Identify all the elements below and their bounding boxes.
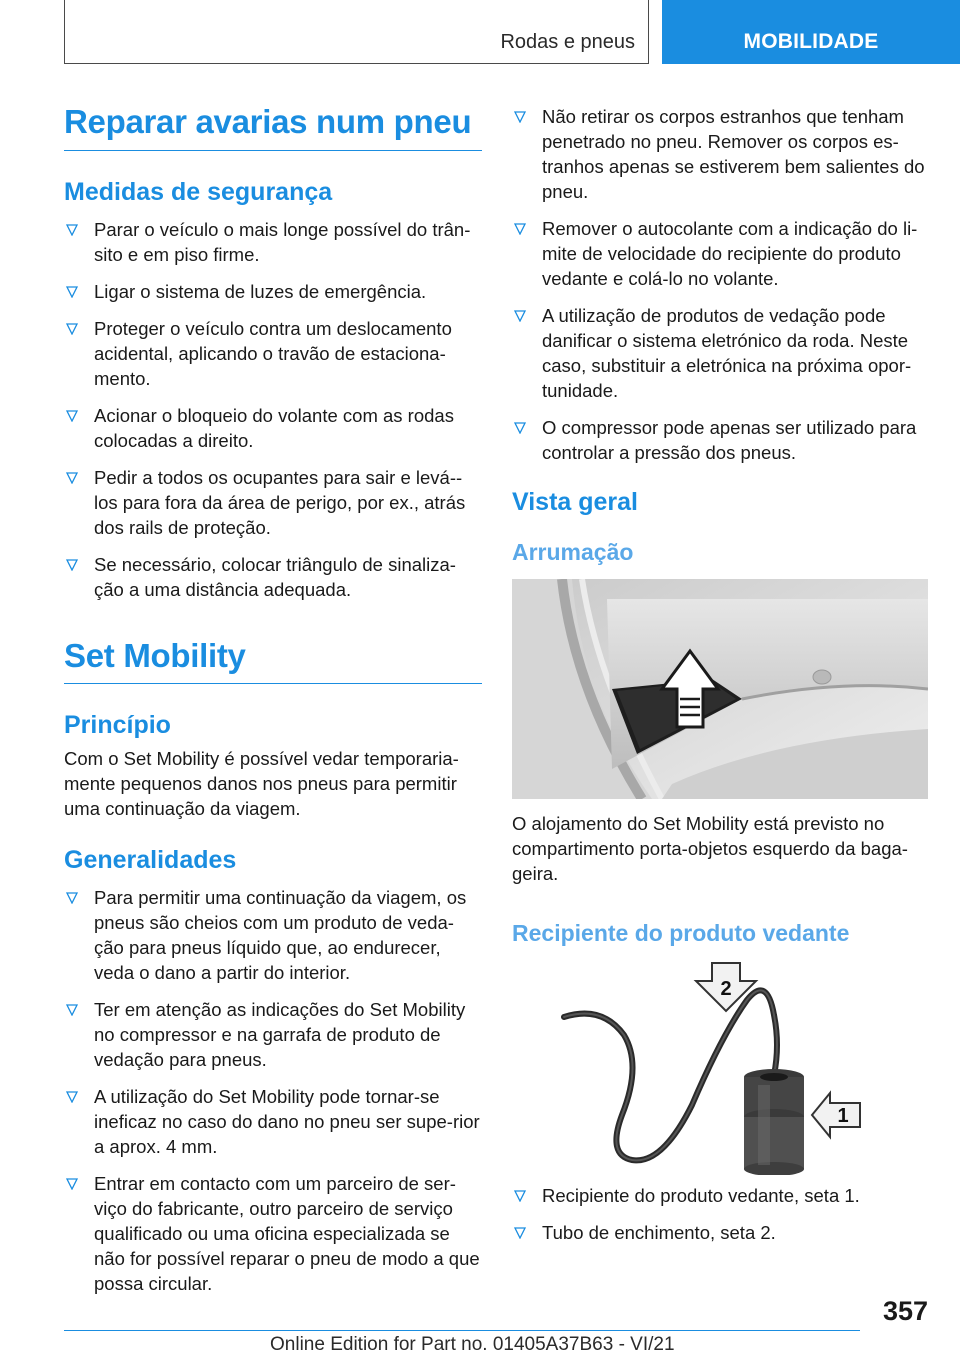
safety-list bbox=[64, 217, 482, 602]
triangle-bullet-icon bbox=[514, 310, 526, 322]
list-item: Remover o autocolante com a indicação do li-mite de velocidade do recipiente do produto vedante e colá-lo no volante. bbox=[512, 216, 930, 291]
list-item: Não retirar os corpos estranhos que tenham penetrado no pneu. Remover os corpos es-tranhos apenas se estiverem bem salientes do pneu. bbox=[512, 104, 930, 204]
heading-rule bbox=[64, 150, 482, 151]
list-item: Ligar o sistema de luzes de emergência. bbox=[64, 279, 482, 304]
triangle-bullet-icon bbox=[66, 472, 78, 484]
chapter-tab: MOBILIDADE bbox=[662, 0, 960, 64]
sealant-illustration bbox=[512, 955, 928, 1175]
left-column bbox=[64, 96, 482, 1308]
footer-rule bbox=[64, 1330, 860, 1331]
triangle-bullet-icon bbox=[66, 286, 78, 298]
heading-general: Generalidades bbox=[64, 846, 237, 875]
triangle-bullet-icon bbox=[514, 111, 526, 123]
triangle-bullet-icon bbox=[66, 1178, 78, 1190]
triangle-bullet-icon bbox=[66, 224, 78, 236]
storage-text: O alojamento do Set Mobility está previsto no compartimento porta-objetos esquerdo da baga-geira. bbox=[512, 812, 908, 884]
triangle-bullet-icon bbox=[66, 892, 78, 904]
heading-storage: Arrumação bbox=[512, 539, 634, 565]
list-item: Entrar em contacto com um parceiro de ser-viço do fabricante, outro parceiro de serviço qualificado ou uma oficina especializada se não for possível reparar o pneu de modo a que possa circular. bbox=[64, 1171, 482, 1296]
triangle-bullet-icon bbox=[514, 422, 526, 434]
page-number: 357 bbox=[882, 1296, 928, 1326]
heading-overview: Vista geral bbox=[512, 488, 639, 516]
principle-text: Com o Set Mobility é possível vedar temporaria-mente pequenos danos nos pneus para permitir uma continuação da viagem. bbox=[64, 748, 459, 820]
list-item: A utilização do Set Mobility pode tornar-se ineficaz no caso do dano no pneu ser supe-rior a aprox. 4 mm. bbox=[64, 1084, 482, 1159]
list-item: Acionar o bloqueio do volante com as rodas colocadas a direito. bbox=[64, 403, 482, 453]
list-item: Tubo de enchimento, seta 2. bbox=[512, 1220, 930, 1245]
triangle-bullet-icon bbox=[66, 559, 78, 571]
callout-arrow-1-icon bbox=[812, 1093, 860, 1137]
triangle-bullet-icon bbox=[66, 410, 78, 422]
heading-safety: Medidas de segurança bbox=[64, 177, 333, 206]
trunk-compartment-image bbox=[512, 579, 928, 799]
list-item: Pedir a todos os ocupantes para sair e levá--los para fora da área de perigo, por ex., atrás dos rails de proteção. bbox=[64, 465, 482, 540]
sealant-container-image bbox=[512, 955, 928, 1175]
list-item: Se necessário, colocar triângulo de sinaliza-ção a uma distância adequada. bbox=[64, 552, 482, 602]
trunk-illustration bbox=[512, 579, 928, 799]
continued-list bbox=[512, 104, 930, 465]
list-item: Ter em atenção as indicações do Set Mobility no compressor e na garrafa de produto de vedação para pneus. bbox=[64, 997, 482, 1072]
general-list bbox=[64, 885, 482, 1296]
list-item: Parar o veículo o mais longe possível do trân-sito e em piso firme. bbox=[64, 217, 482, 267]
list-item: O compressor pode apenas ser utilizado para controlar a pressão dos pneus. bbox=[512, 415, 930, 465]
triangle-bullet-icon bbox=[66, 323, 78, 335]
list-item: Proteger o veículo contra um deslocamento acidental, aplicando o travão de estaciona-mento. bbox=[64, 316, 482, 391]
heading-rule bbox=[64, 683, 482, 684]
heading-repair: Reparar avarias num pneu bbox=[64, 103, 472, 140]
right-column bbox=[512, 104, 930, 1257]
callout-1-label: 1 bbox=[837, 1105, 849, 1128]
heading-set-mobility: Set Mobility bbox=[64, 636, 246, 674]
list-item: Recipiente do produto vedante, seta 1. bbox=[512, 1183, 930, 1208]
container-list bbox=[512, 1183, 930, 1245]
triangle-bullet-icon bbox=[66, 1004, 78, 1016]
triangle-bullet-icon bbox=[514, 223, 526, 235]
edition-text: Online Edition for Part no. 01405A37B63 - VI/21 bbox=[270, 1334, 675, 1355]
triangle-bullet-icon bbox=[514, 1190, 526, 1202]
section-title: Rodas e pneus bbox=[500, 31, 635, 53]
list-item: Para permitir uma continuação da viagem, os pneus são cheios com um produto de veda-ção para pneus líquido que, ao endurecer, veda o dano a partir do interior. bbox=[64, 885, 482, 985]
heading-principle: Princípio bbox=[64, 711, 171, 740]
list-item: A utilização de produtos de vedação pode danificar o sistema eletrónico da roda. Neste caso, substituir a eletrónica na próxima opor-tunidade. bbox=[512, 303, 930, 403]
triangle-bullet-icon bbox=[66, 1091, 78, 1103]
callout-2-label: 2 bbox=[720, 978, 732, 1001]
heading-container: Recipiente do produto vedante bbox=[512, 919, 850, 946]
triangle-bullet-icon bbox=[514, 1227, 526, 1239]
